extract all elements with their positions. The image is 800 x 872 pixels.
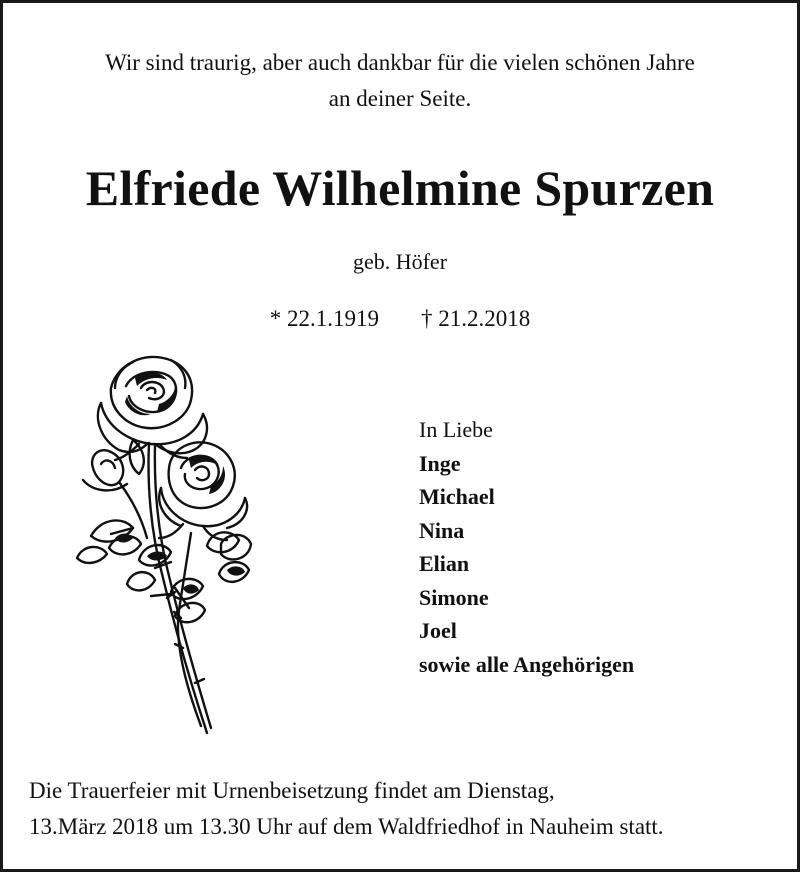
intro-line-2: an deiner Seite.	[328, 86, 472, 111]
rose-leaves	[77, 440, 251, 622]
rose-stem-3	[178, 533, 201, 726]
family-member: Michael	[419, 484, 495, 509]
ceremony-info	[29, 773, 664, 845]
family-member: Joel	[419, 618, 457, 643]
rose-illustration	[71, 348, 261, 743]
rose-stem-1	[149, 443, 207, 733]
family-member: Simone	[419, 584, 489, 610]
family-relatives: sowie alle Angehörigen	[419, 651, 635, 677]
rose-bud	[83, 450, 147, 538]
family-member: Inge	[419, 450, 461, 476]
intro-text	[3, 45, 797, 117]
family-member: Nina	[419, 517, 465, 543]
family-member: Elian	[419, 551, 470, 576]
birth-date: * 22.1.1919	[269, 306, 379, 331]
family-signature	[419, 413, 634, 681]
deceased-name: Elfriede Wilhelmine Spurzen	[85, 160, 715, 216]
ceremony-line-2: 13.März 2018 um 13.30 Uhr auf dem Waldfriedhof in Nauheim statt.	[29, 814, 664, 839]
intro-line-1: Wir sind traurig, aber auch dankbar für die vielen schönen Jahre	[105, 50, 695, 75]
family-lead: In Liebe	[419, 417, 493, 442]
life-dates	[3, 306, 797, 332]
birth-name: geb. Höfer	[352, 249, 448, 274]
death-date: † 21.2.2018	[421, 306, 531, 331]
ceremony-line-1: Die Trauerfeier mit Urnenbeisetzung findet am Dienstag,	[29, 778, 555, 803]
top-rose	[98, 357, 207, 453]
